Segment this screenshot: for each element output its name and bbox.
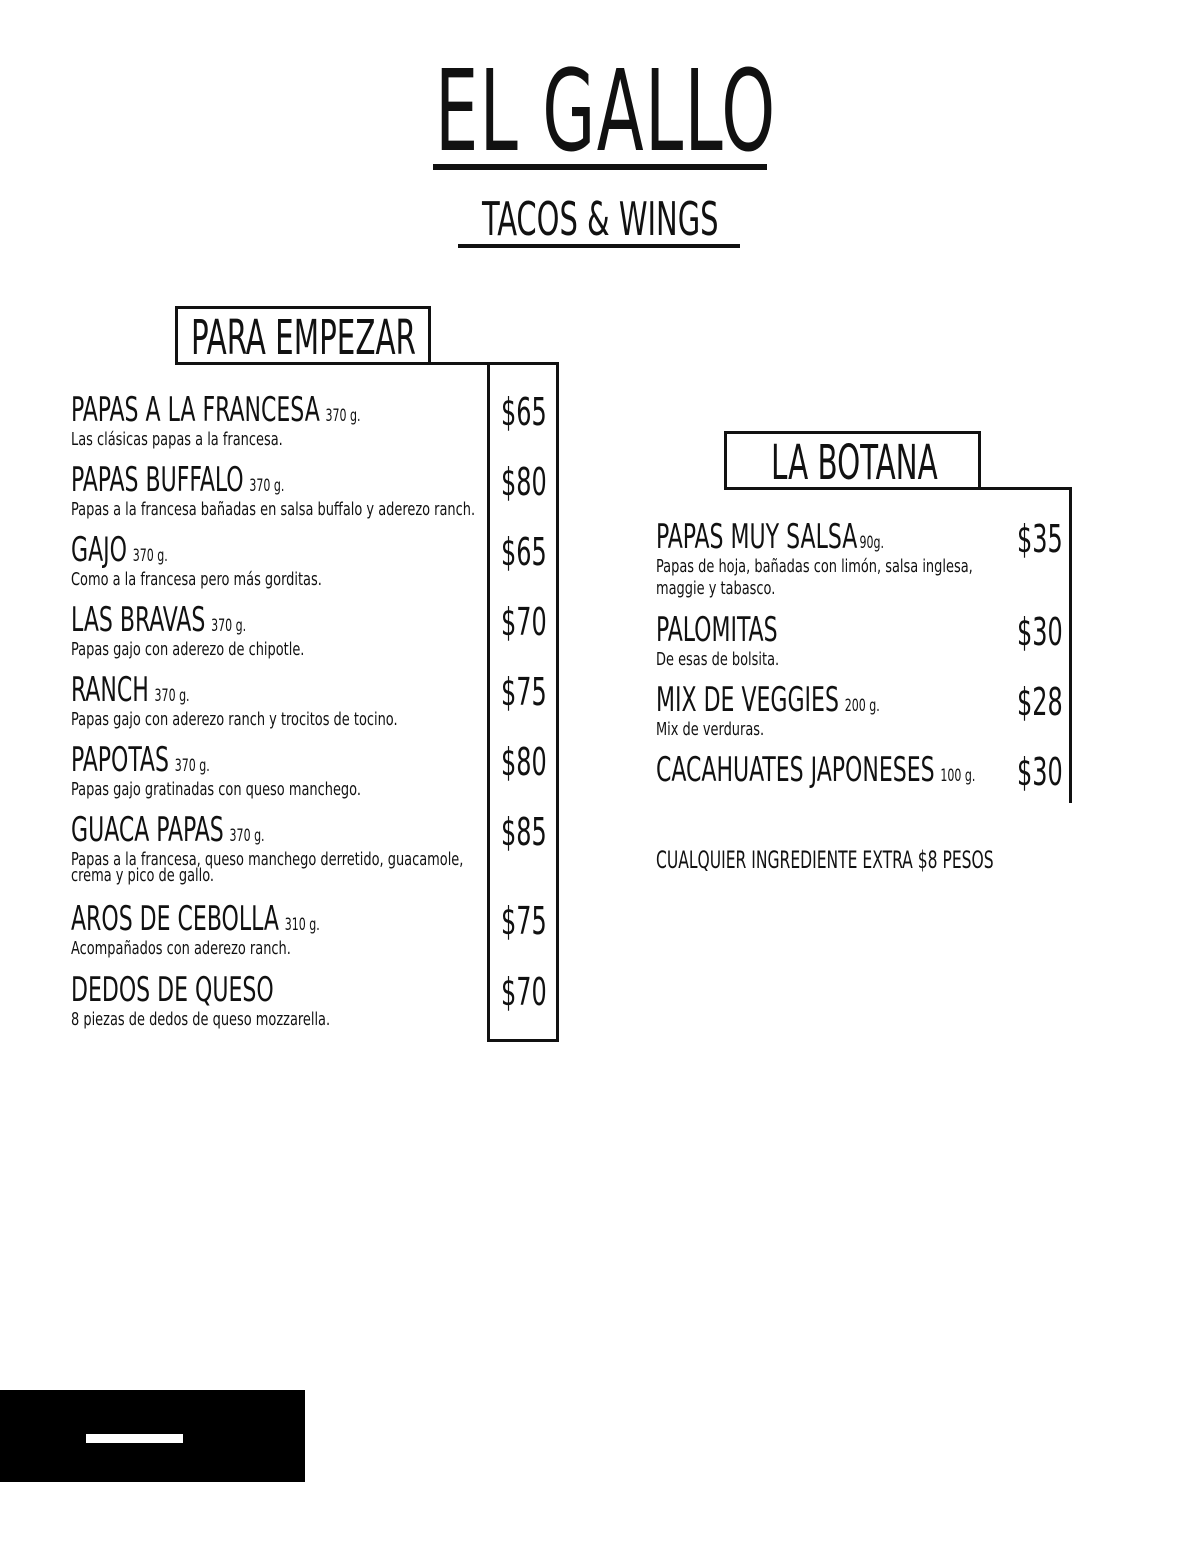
- item-name: PAPOTAS: [71, 740, 169, 780]
- item-price: $30: [1017, 610, 1063, 654]
- item-price: $75: [501, 899, 547, 943]
- item-description: Papas de hoja, bañadas con limón, salsa inglesa,: [656, 556, 973, 577]
- brand-title-text: EL GALLO: [435, 47, 777, 177]
- item-name: GUACA PAPAS: [71, 810, 224, 850]
- item-name: GAJO: [71, 530, 127, 570]
- item-description: Papas a la francesa, queso manchego derretido, guacamole,: [71, 849, 464, 870]
- item-description: Papas gajo gratinadas con queso manchego.: [71, 779, 361, 800]
- section-frame-top: [980, 487, 1072, 490]
- item-weight: 370 g.: [174, 756, 210, 776]
- item-name: PALOMITAS: [656, 610, 778, 650]
- item-description: De esas de bolsita.: [656, 649, 780, 670]
- item-weight: 370 g.: [154, 686, 190, 706]
- item-price: $65: [501, 530, 547, 574]
- item-name: CACAHUATES JAPONESES: [656, 750, 935, 790]
- item-price: $35: [1017, 517, 1063, 561]
- item-description: Papas gajo con aderezo de chipotle.: [71, 639, 305, 660]
- item-description: Papas gajo con aderezo ranch y trocitos de tocino.: [71, 709, 398, 730]
- item-name: PAPAS MUY SALSA: [656, 517, 858, 557]
- brand-title: [433, 47, 777, 177]
- section-header-la-botana: [724, 431, 981, 490]
- item-price: $65: [501, 390, 547, 434]
- item-name: DEDOS DE QUESO: [71, 970, 274, 1010]
- item-price: $85: [501, 810, 547, 854]
- item-weight: 370 g.: [211, 616, 247, 636]
- item-price: $30: [1017, 750, 1063, 794]
- footer-logo-block: [0, 1390, 305, 1482]
- brand-subtitle-text: TACOS & WINGS: [482, 192, 719, 246]
- item-description: Papas a la francesa bañadas en salsa buffalo y aderezo ranch.: [71, 499, 476, 520]
- section-header-para-empezar: [175, 306, 431, 365]
- item-description: Las clásicas papas a la francesa.: [71, 429, 283, 450]
- item-weight: 370 g.: [229, 826, 265, 846]
- brand-subtitle: [458, 193, 740, 248]
- item-description: 8 piezas de dedos de queso mozzarella.: [71, 1009, 331, 1030]
- item-weight: 370 g.: [132, 546, 168, 566]
- item-price: $70: [501, 600, 547, 644]
- item-description: Acompañados con aderezo ranch.: [71, 938, 291, 959]
- item-description-line-2: maggie y tabasco.: [656, 578, 776, 599]
- item-weight: 370 g.: [249, 476, 285, 496]
- item-price: $80: [501, 740, 547, 784]
- item-name: MIX DE VEGGIES: [656, 680, 839, 720]
- item-price: $28: [1017, 680, 1063, 724]
- item-name: LAS BRAVAS: [71, 600, 206, 640]
- item-description-line-2: crema y pico de gallo.: [71, 865, 215, 886]
- section-frame-price-left: [487, 362, 490, 1042]
- item-weight: 200 g.: [844, 696, 880, 716]
- section-frame-top: [431, 362, 559, 365]
- item-weight: 370 g.: [325, 406, 361, 426]
- item-weight: 100 g.: [940, 766, 976, 786]
- item-name: PAPAS A LA FRANCESA: [71, 390, 320, 430]
- section-title: PARA EMPEZAR: [191, 310, 416, 366]
- extra-ingredient-note: CUALQUIER INGREDIENTE EXTRA $8 PESOS: [656, 846, 994, 874]
- item-price: $80: [501, 460, 547, 504]
- section-title: LA BOTANA: [771, 435, 938, 491]
- knife-icon: [86, 1434, 183, 1443]
- item-weight: 90g.: [859, 533, 885, 553]
- item-name: PAPAS BUFFALO: [71, 460, 244, 500]
- item-name: AROS DE CEBOLLA: [71, 899, 280, 939]
- item-price: $70: [501, 970, 547, 1014]
- item-name: RANCH: [71, 670, 149, 710]
- item-weight: 310 g.: [284, 915, 320, 935]
- item-description: Como a la francesa pero más gorditas.: [71, 569, 322, 590]
- section-frame-price-bottom: [487, 1039, 559, 1042]
- item-description: Mix de verduras.: [656, 719, 765, 740]
- item-price: $75: [501, 670, 547, 714]
